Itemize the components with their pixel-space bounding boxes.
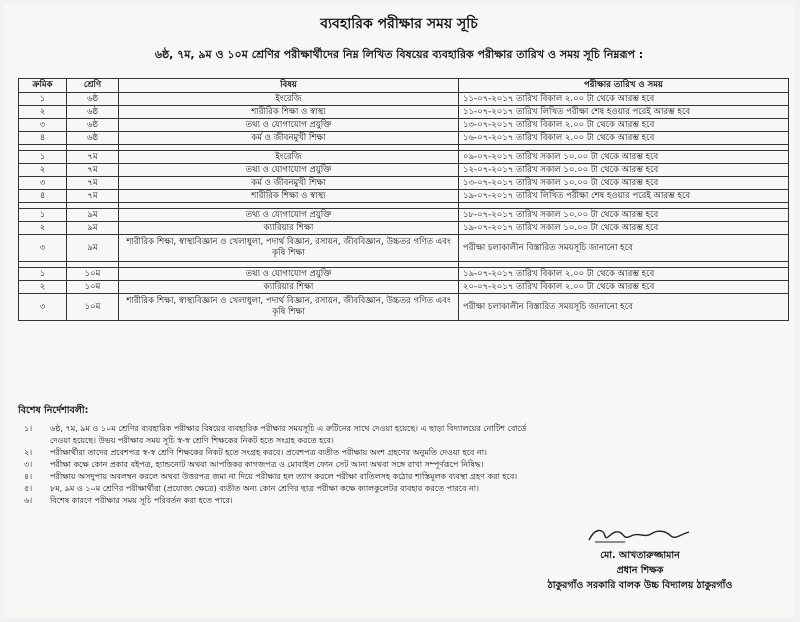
table-row [19,164,789,177]
instruction-number: ৪। [24,472,33,481]
cell-class: ৭ম [67,151,119,164]
notice-subtitle: ৬ষ্ঠ, ৭ম, ৯ম ও ১০ম শ্রেণির পরীক্ষার্থীদের নিম্ন লিখিত বিষয়ের ব্যবহারিক পরীক্ষার তারিখ ও সময় সূচি নিম্নরূপ : [154,48,644,61]
cell-serial: ৩ [19,235,67,262]
cell-class: ৯ম [67,209,119,222]
cell-subject: তথ্য ও যোগাযোগ প্রযুক্তি [119,119,459,132]
cell-serial: ৩ [19,294,67,321]
cell-class: ৭ম [67,190,119,203]
instruction-text: দেওয়া হয়েছে। উভয় পরীক্ষার সময় সূচি স্ব-স্ব শ্রেণি শিক্ষকের নিকট হতে সংগ্রহ করতে হবে। [50,436,334,445]
instruction-item [18,447,778,459]
table-row [19,294,789,321]
table-row [19,106,789,119]
cell-class: ৯ম [67,235,119,262]
cell-date: ১৩-০৭-২০১৭ তারিখ সকাল ১০.০০ টা থেকে আরম্ভ হবে [459,177,789,190]
instruction-number [18,435,50,447]
instruction-item [18,483,778,495]
schedule-table [18,78,789,321]
instruction-number: ৫। [24,484,33,493]
instruction-number: ৩। [24,460,33,469]
cell-subject: তথ্য ও যোগাযোগ প্রযুক্তি [119,209,459,222]
cell-serial: ১ [19,93,67,106]
cell-date: ১১-০৭-২০১৭ তারিখ লিখিত পরীক্ষা শেষ হওয়ার পরেই আরম্ভ হবে [459,106,789,119]
instruction-text: ৮ম, ৯ম ও ১০ম শ্রেণির পরীক্ষার্থীরা (প্রযোজ্য ক্ষেত্রে) ব্যতীত অন্য কোন শ্রেণির ছাত্র পরীক্ষা কক্ষে ক্যালকুলেটর ব্যবহার করতে পারবে না। [50,484,479,493]
cell-date: ১৩-০৭-২০১৭ তারিখ বিকাল ২.০০ টা থেকে আরম্ভ হবে [459,119,789,132]
table-row [19,209,789,222]
signatory-designation: প্রধান শিক্ষক [616,565,664,576]
cell-subject: ক্যারিয়ার শিক্ষা [119,222,459,235]
cell-subject: শারীরিক শিক্ষা, স্বাস্থ্যবিজ্ঞান ও খেলাধুলা, পদার্থ বিজ্ঞান, রসায়ন, জীববিজ্ঞান, উচ্চতর গণিত এবং কৃষি শিক্ষা [119,235,459,262]
instruction-text: পরীক্ষায় অসদুপায় অবলম্বন করলে অথবা উত্তরপত্র জমা না দিয়ে পরীক্ষার হল ত্যাগ করলে পরীক্ষা বাতিলসহ কঠোর শাস্তিমূলক ব্যবস্থা গ্রহণ করা হবে। [50,472,518,481]
table-row [19,151,789,164]
handwritten-signature [585,524,695,546]
cell-serial: ২ [19,164,67,177]
cell-date: ১১-০৭-২০১৭ তারিখ বিকাল ২.০০ টা থেকে আরম্ভ হবে [459,93,789,106]
school-name: ঠাকুরগাঁও সরকারি বালক উচ্চ বিদ্যালয় ঠাকুরগাঁও [547,580,733,591]
cell-date: ১৬-০৭-২০১৭ তারিখ বিকাল ২.০০ টা থেকে আরম্ভ হবে [459,132,789,145]
instruction-item [18,495,778,507]
cell-date: ২০-০৭-২০১৭ তারিখ বিকাল ২.০০ টা থেকে আরম্ভ হবে [459,281,789,294]
cell-serial: ২ [19,106,67,119]
cell-class: ৬ষ্ঠ [67,119,119,132]
cell-date: ০৯-০৭-২০১৭ তারিখ সকাল ১০.০০ টা থেকে আরম্ভ হবে [459,151,789,164]
cell-class: ১০ম [67,268,119,281]
cell-date: ১৯-০৭-২০১৭ তারিখ বিকাল ২.০০ টা থেকে আরম্ভ হবে [459,268,789,281]
cell-serial: ৪ [19,190,67,203]
notice-title: ব্যবহারিক পরীক্ষার সময় সূচি [320,16,478,32]
signatory-name: মো. আখতারুজ্জামান [600,550,680,561]
instruction-item [18,471,778,483]
header-serial: ক্রমিক [19,79,67,93]
cell-class: ৭ম [67,177,119,190]
header-date-time: পরীক্ষার তারিখ ও সময় [459,79,789,93]
table-row [19,281,789,294]
instruction-text: পরীক্ষা কক্ষে কোন প্রকার বইপত্র, হ্যান্ডনোট অথবা আপত্তিকর কাগজপত্র ও মোবাইল ফোন সেট আনা অথবা সঙ্গে রাখা সম্পূর্ণরূপে নিষিদ্ধ। [50,460,484,469]
cell-subject: তথ্য ও যোগাযোগ প্রযুক্তি [119,164,459,177]
cell-subject: ক্যারিয়ার শিক্ষা [119,281,459,294]
cell-serial: ১ [19,268,67,281]
cell-subject: ইংরেজি [119,93,459,106]
cell-class: ৬ষ্ঠ [67,132,119,145]
signature-block [510,524,770,593]
cell-serial: ৪ [19,132,67,145]
instructions-heading: বিশেষ নির্দেশাবলী: [18,405,89,416]
instruction-text: ৬ষ্ঠ, ৭ম, ৯ম ও ১০ম শ্রেণির ব্যবহারিক পরীক্ষার বিষয়ের ব্যবহারিক পরীক্ষার সময়সূচি এ রুটিনের সাথে দেওয়া হয়েছে। এ ছাড়া বিদ্যালয়ের নোটিশ বোর্ডে [50,424,527,433]
table-header-row [19,79,789,93]
cell-serial: ১ [19,151,67,164]
cell-class: ৯ম [67,222,119,235]
table-row [19,132,789,145]
cell-serial: ২ [19,222,67,235]
table-row [19,222,789,235]
instructions-section [18,404,778,507]
cell-serial: ২ [19,281,67,294]
cell-date: ১৮-০৭-২০১৭ তারিখ সকাল ১০.০০ টা থেকে আরম্ভ হবে [459,209,789,222]
cell-class: ৬ষ্ঠ [67,93,119,106]
table-row [19,235,789,262]
instruction-item [18,459,778,471]
cell-class: ১০ম [67,281,119,294]
table-row [19,93,789,106]
cell-serial: ৩ [19,119,67,132]
instruction-text: বিশেষ কারণে পরীক্ষার সময় সূচি পরিবর্তন করা হতে পারে। [50,496,233,505]
notice-page [4,4,794,618]
cell-subject: শারীরিক শিক্ষা, স্বাস্থ্যবিজ্ঞান ও খেলাধুলা, পদার্থ বিজ্ঞান, রসায়ন, জীববিজ্ঞান, উচ্চতর গণিত এবং কৃষি শিক্ষা [119,294,459,321]
table-row [19,177,789,190]
cell-date: ১৯-০৭-২০১৭ তারিখ লিখিত পরীক্ষা শেষ হওয়ার পরেই আরম্ভ হবে [459,190,789,203]
instruction-item [18,435,778,447]
table-row [19,119,789,132]
header-subject: বিষয় [119,79,459,93]
table-row [19,190,789,203]
cell-class: ১০ম [67,294,119,321]
cell-date: ১৯-০৭-২০১৭ তারিখ সকাল ১০.০০ টা থেকে আরম্ভ হবে [459,222,789,235]
cell-class: ৭ম [67,164,119,177]
cell-subject: শারীরিক শিক্ষা ও স্বাস্থ্য [119,106,459,119]
cell-date: পরীক্ষা চলাকালীন বিস্তারিত সময়সূচি জানানো হবে [459,235,789,262]
instruction-text: পরীক্ষার্থীরা তাদের প্রবেশপত্র স্ব-স্ব শ্রেণি শিক্ষকের নিকট হতে সংগ্রহ করবে। প্রবেশপত্র ব্যতীত পরীক্ষায় অংশ গ্রহণের অনুমতি দেওয়া হবে না। [50,448,487,457]
cell-date: ১২-০৭-২০১৭ তারিখ সকাল ১০.০০ টা থেকে আরম্ভ হবে [459,164,789,177]
instruction-number: ১। [24,424,33,433]
instruction-number: ২। [24,448,33,457]
instruction-number: ৬। [24,496,33,505]
cell-date: পরীক্ষা চলাকালীন বিস্তারিত সময়সূচি জানানো হবে [459,294,789,321]
header-class: শ্রেণি [67,79,119,93]
cell-subject: কর্ম ও জীবনমুখী শিক্ষা [119,177,459,190]
instruction-item [18,423,778,435]
table-row [19,268,789,281]
cell-subject: ইংরেজি [119,151,459,164]
cell-serial: ১ [19,209,67,222]
cell-class: ৬ষ্ঠ [67,106,119,119]
cell-subject: শারীরিক শিক্ষা ও স্বাস্থ্য [119,190,459,203]
cell-serial: ৩ [19,177,67,190]
cell-subject: তথ্য ও যোগাযোগ প্রযুক্তি [119,268,459,281]
cell-subject: কর্ম ও জীবনমুখী শিক্ষা [119,132,459,145]
